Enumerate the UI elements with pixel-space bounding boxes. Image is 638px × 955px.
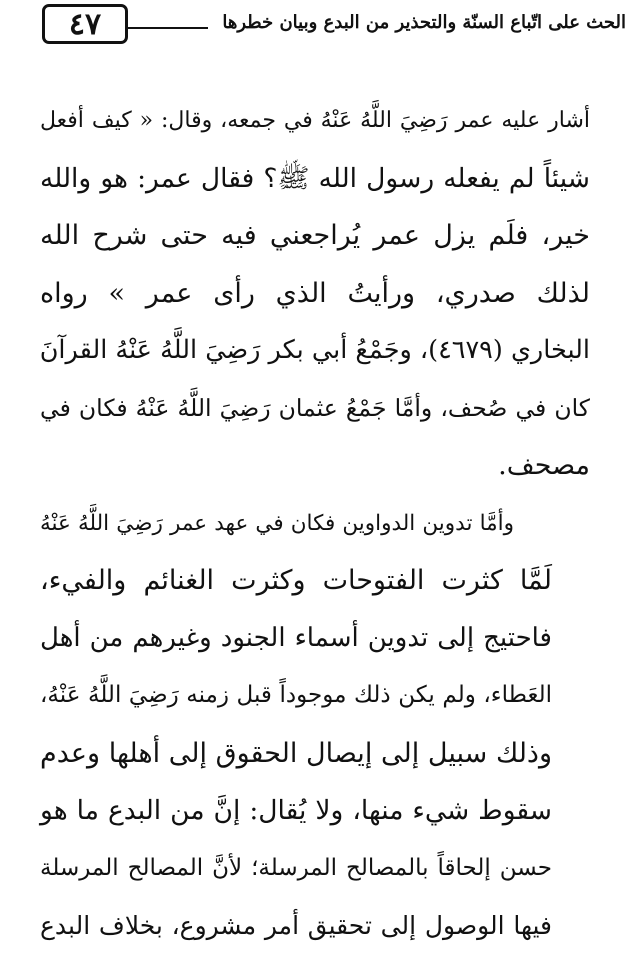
- body-text: [40, 92, 590, 955]
- text-line: وأمَّا تدوين الدواوين فكان في عهد عمر رَضِيَ اللَّهُ عَنْهُ: [40, 510, 514, 536]
- text-line: حسن إلحاقاً بالمصالح المرسلة؛ لأنَّ المصالح المرسلة: [40, 854, 552, 881]
- page-header: [14, 4, 626, 50]
- page-number: ٤٧: [42, 4, 128, 44]
- text-line: مصحف.: [498, 450, 590, 481]
- paragraph-1: [40, 92, 590, 495]
- text-line: العَطاء، ولم يكن ذلك موجوداً قبل زمنه رَضِيَ اللَّهُ عَنْهُ،: [40, 682, 552, 708]
- text-line: شيئاً لم يفعله رسول الله ﷺ؟ فقال عمر: هو والله: [40, 162, 590, 194]
- running-title: الحث على اتّباع السنّة والتحذير من البدع وبيان خطرها: [222, 12, 626, 33]
- text-line: كان في صُحف، وأمَّا جَمْعُ عثمان رَضِيَ اللَّهُ عَنْهُ فكان في: [40, 393, 590, 422]
- paragraph-2: [40, 495, 590, 955]
- text-line: فاحتيج إلى تدوين أسماء الجنود وغيرهم من أهل: [40, 622, 552, 653]
- text-line: سقوط شيء منها، ولا يُقال: إنَّ من البدع ما هو: [40, 795, 552, 826]
- header-rule: [128, 27, 208, 29]
- text-line: لذلك صدري، ورأيتُ الذي رأى عمر » رواه: [40, 277, 590, 309]
- text-line: البخاري (٤٦٧٩)، وجَمْعُ أبي بكر رَضِيَ اللَّهُ عَنْهُ القرآنَ: [39, 335, 590, 365]
- text-line: فيها الوصول إلى تحقيق أمر مشروع، بخلاف البدع: [40, 911, 552, 940]
- text-line: خير، فلَم يزل عمر يُراجعني فيه حتى شرح الله: [40, 220, 590, 251]
- text-line: لَمَّا كثرت الفتوحات وكثرت الغنائم والفيء،: [40, 565, 552, 596]
- text-line: أشار عليه عمر رَضِيَ اللَّهُ عَنْهُ في جمعه، وقال: « كيف أفعل: [40, 108, 590, 133]
- text-line: وذلك سبيل إلى إيصال الحقوق إلى أهلها وعدم: [40, 737, 552, 769]
